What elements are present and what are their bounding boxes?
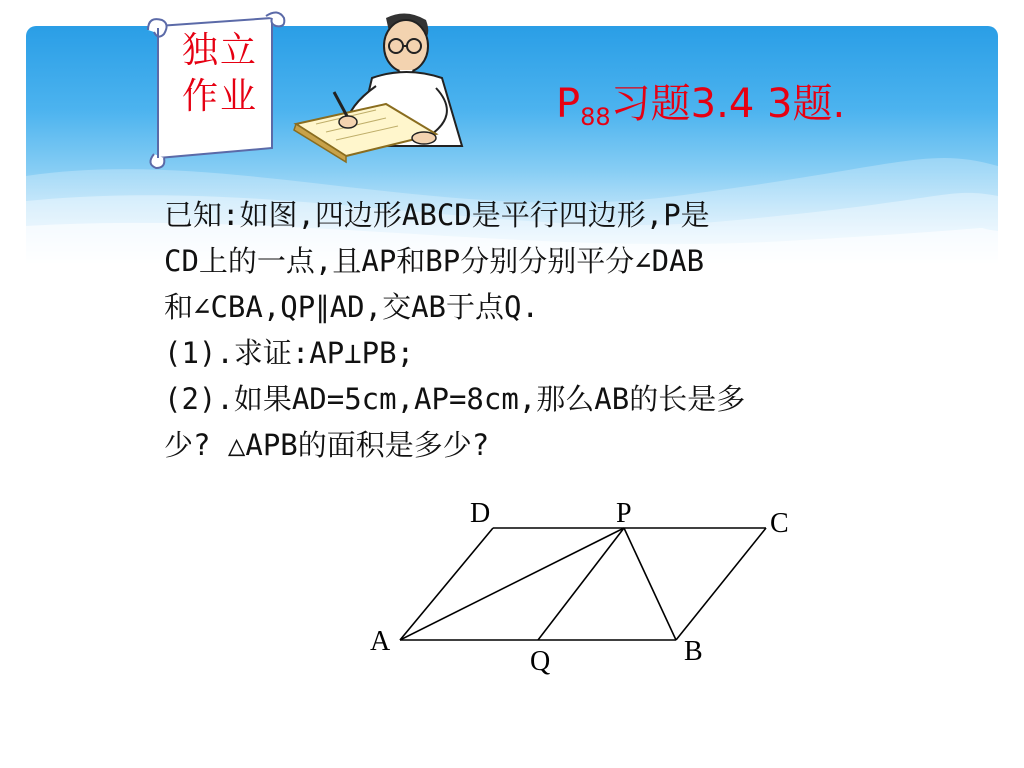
segment-cb bbox=[676, 528, 766, 640]
point-label-a: A bbox=[370, 626, 391, 657]
point-label-b: B bbox=[684, 636, 703, 667]
point-label-c: C bbox=[770, 508, 789, 539]
badge-line-2: 作业 bbox=[181, 76, 258, 117]
point-label-q: Q bbox=[530, 646, 551, 677]
segment-ad bbox=[400, 528, 493, 640]
problem-line: (2).如果AD=5cm,AP=8cm,那么AB的长是多 bbox=[164, 382, 746, 416]
title-page-number: 88 bbox=[580, 103, 611, 131]
title-prefix: P bbox=[556, 81, 581, 127]
problem-line: 已知:如图,四边形ABCD是平行四边形,P是 bbox=[164, 198, 710, 232]
problem-line: (1).求证:AP⊥PB; bbox=[164, 336, 415, 370]
parallelogram-figure bbox=[360, 494, 810, 694]
exercise-title bbox=[556, 72, 845, 131]
problem-statement bbox=[164, 192, 904, 468]
problem-line: 和∠CBA,QP∥AD,交AB于点Q. bbox=[164, 290, 539, 324]
title-rest: 习题3.4 3题. bbox=[610, 81, 846, 127]
segment-ap bbox=[400, 528, 624, 640]
problem-line: CD上的一点,且AP和BP分别分别平分∠DAB bbox=[164, 244, 705, 278]
point-label-p: P bbox=[616, 498, 632, 529]
teacher-writing-illustration bbox=[286, 6, 486, 166]
badge-text bbox=[168, 28, 272, 120]
problem-line: 少? △APB的面积是多少? bbox=[164, 428, 490, 462]
segment-pb bbox=[624, 528, 676, 640]
badge-line-1: 独立 bbox=[181, 30, 258, 71]
point-label-d: D bbox=[470, 498, 491, 529]
segment-qp bbox=[538, 528, 624, 640]
